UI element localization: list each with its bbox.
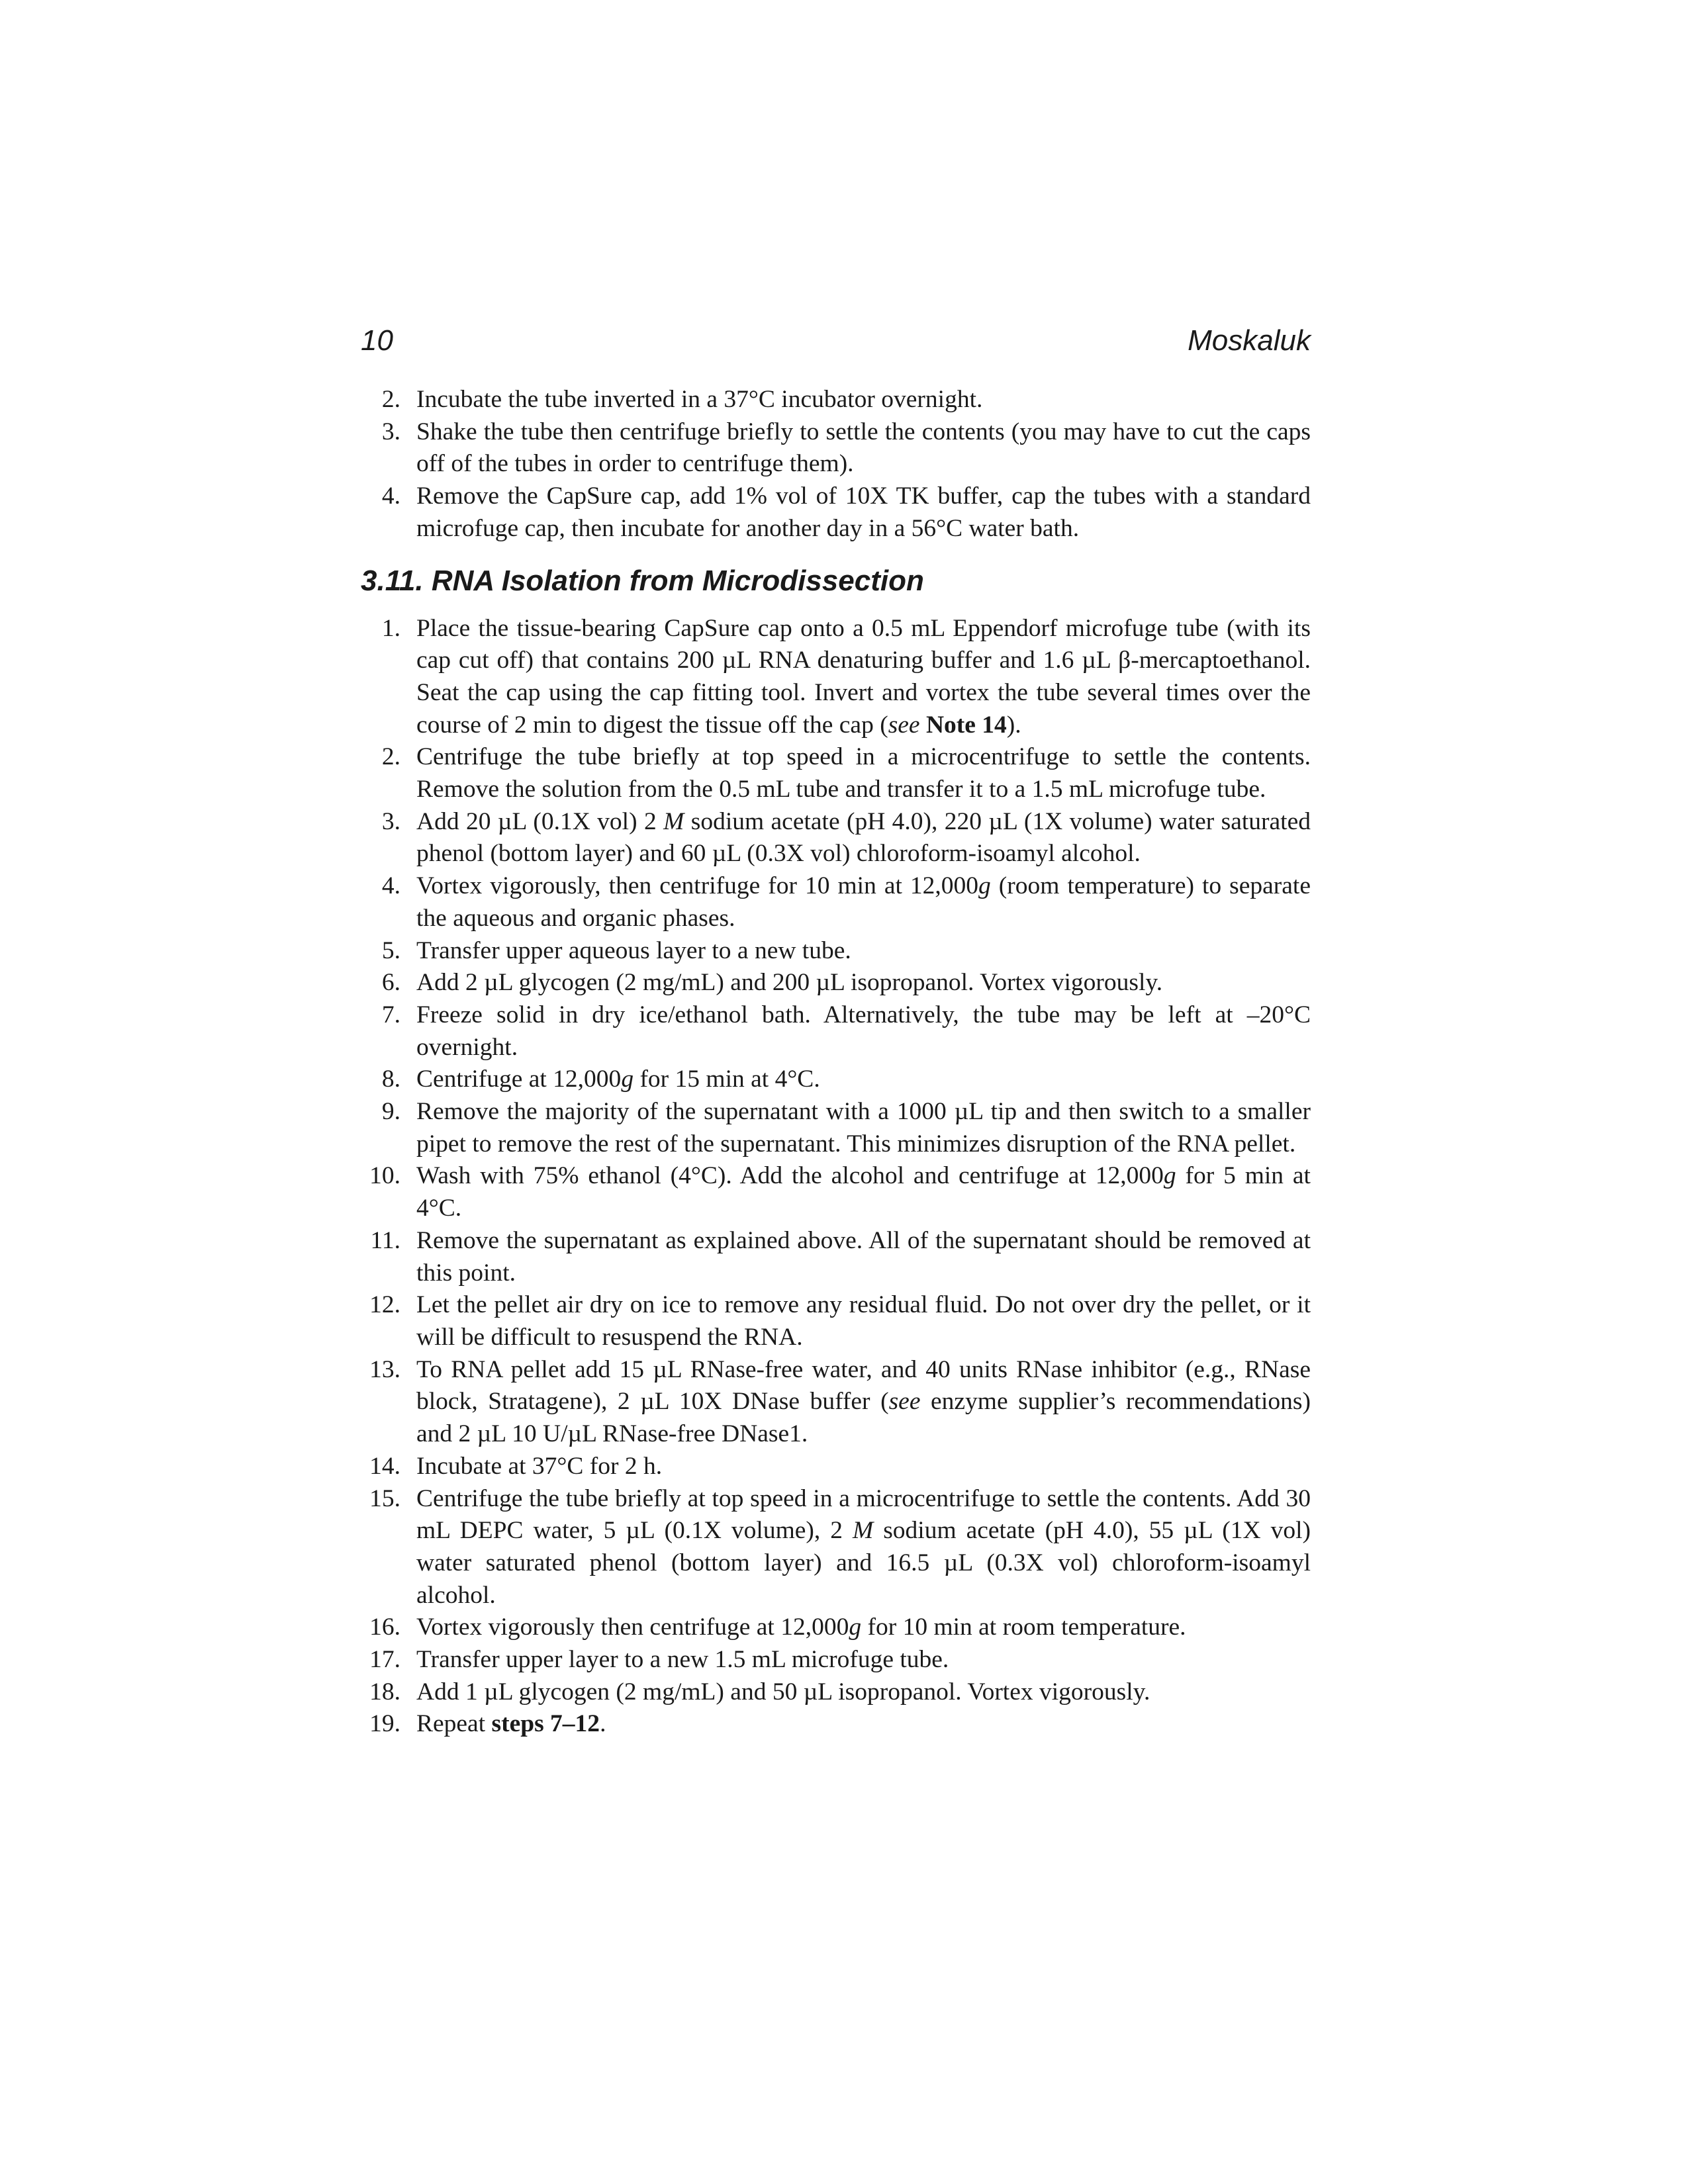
list-item: 18. Add 1 µL glycogen (2 mg/mL) and 50 µL isopropanol. Vortex vigorously. — [369, 1678, 1150, 1706]
section-heading: 3.11. RNA Isolation from Microdissection — [361, 564, 924, 597]
running-author: Moskaluk — [1188, 324, 1311, 357]
list-item: 13. To RNA pellet add 15 µL RNase-free water, and 40 units RNase inhibitor (e.g., RNase block, Stratagene), 2 µL 10X DNase buffer (see enzyme supplier’s recommendations) and 2 µL 10 U/µL RNase-free DNase1. — [369, 1355, 1311, 1448]
page-number: 10 — [361, 324, 393, 357]
list-item: 8. Centrifuge at 12,000g for 15 min at 4°C. — [381, 1066, 820, 1093]
list-item: 3. Shake the tube then centrifuge briefly to settle the contents (you may have to cut the caps off of the tubes in order to centrifuge them). — [381, 418, 1311, 478]
list-item: 7. Freeze solid in dry ice/ethanol bath. Alternatively, the tube may be left at –20°C overnight. — [381, 1001, 1311, 1061]
list-item: 4. Remove the CapSure cap, add 1% vol of 10X TK buffer, cap the tubes with a standard microfuge cap, then incubate for another day in a 56°C water bath. — [381, 482, 1311, 542]
list-item: 2. Centrifuge the tube briefly at top speed in a microcentrifuge to settle the contents. Remove the solution from the 0.5 mL tube and transfer it to a 1.5 mL microfuge tube. — [381, 743, 1311, 803]
list-item: 17. Transfer upper layer to a new 1.5 mL microfuge tube. — [369, 1646, 949, 1674]
continued-step-list — [361, 384, 1311, 545]
list-item: 11. Remove the supernatant as explained above. All of the supernatant should be removed at this point. — [370, 1226, 1311, 1287]
list-item: 2. Incubate the tube inverted in a 37°C incubator overnight. — [381, 386, 983, 413]
list-item: 15. Centrifuge the tube briefly at top speed in a microcentrifuge to settle the contents. Add 30 mL DEPC water, 5 µL (0.1X volume), 2 M sodium acetate (pH 4.0), 55 µL (1X vol) water saturated phenol (bottom layer) and 16.5 µL (0.3X vol) chloroform-isoamyl alcohol. — [369, 1484, 1311, 1609]
list-item: 12. Let the pellet air dry on ice to remove any residual fluid. Do not over dry the pellet, or it will be difficult to resuspend the RNA. — [369, 1291, 1311, 1351]
list-item: 16. Vortex vigorously then centrifuge at 12,000g for 10 min at room temperature. — [369, 1614, 1186, 1641]
running-head — [361, 324, 1311, 357]
list-item: 19. Repeat steps 7–12. — [369, 1710, 606, 1738]
protocol-step-list — [361, 613, 1311, 1741]
list-item: 10. Wash with 75% ethanol (4°C). Add the alcohol and centrifuge at 12,000g for 5 min at 4°C. — [369, 1162, 1311, 1222]
list-item: 14. Incubate at 37°C for 2 h. — [369, 1452, 663, 1480]
list-item: 6. Add 2 µL glycogen (2 mg/mL) and 200 µL isopropanol. Vortex vigorously. — [381, 969, 1163, 997]
steps-reference: steps 7–12 — [491, 1710, 600, 1738]
list-item: 9. Remove the majority of the supernatant with a 1000 µL tip and then switch to a smaller pipet to remove the rest of the supernatant. This minimizes disruption of the RNA pellet. — [381, 1098, 1311, 1158]
list-item: 4. Vortex vigorously, then centrifuge for 10 min at 12,000g (room temperature) to separate the aqueous and organic phases. — [381, 872, 1311, 932]
note-reference: Note 14 — [925, 711, 1007, 739]
list-item: 5. Transfer upper aqueous layer to a new tube. — [381, 936, 851, 964]
list-item: 1. Place the tissue-bearing CapSure cap onto a 0.5 mL Eppendorf microfuge tube (with its cap cut off) that contains 200 µL RNA denaturing buffer and 1.6 µL β-mercaptoethanol. Seat the cap using the cap fitting tool. Invert and vortex the tube several times over the course of 2 min to digest the tissue off the cap (see Note 14). — [381, 614, 1311, 739]
page-body — [361, 384, 1311, 1741]
list-item: 3. Add 20 µL (0.1X vol) 2 M sodium acetate (pH 4.0), 220 µL (1X volume) water saturated phenol (bottom layer) and 60 µL (0.3X vol) chloroform-isoamyl alcohol. — [381, 807, 1311, 868]
